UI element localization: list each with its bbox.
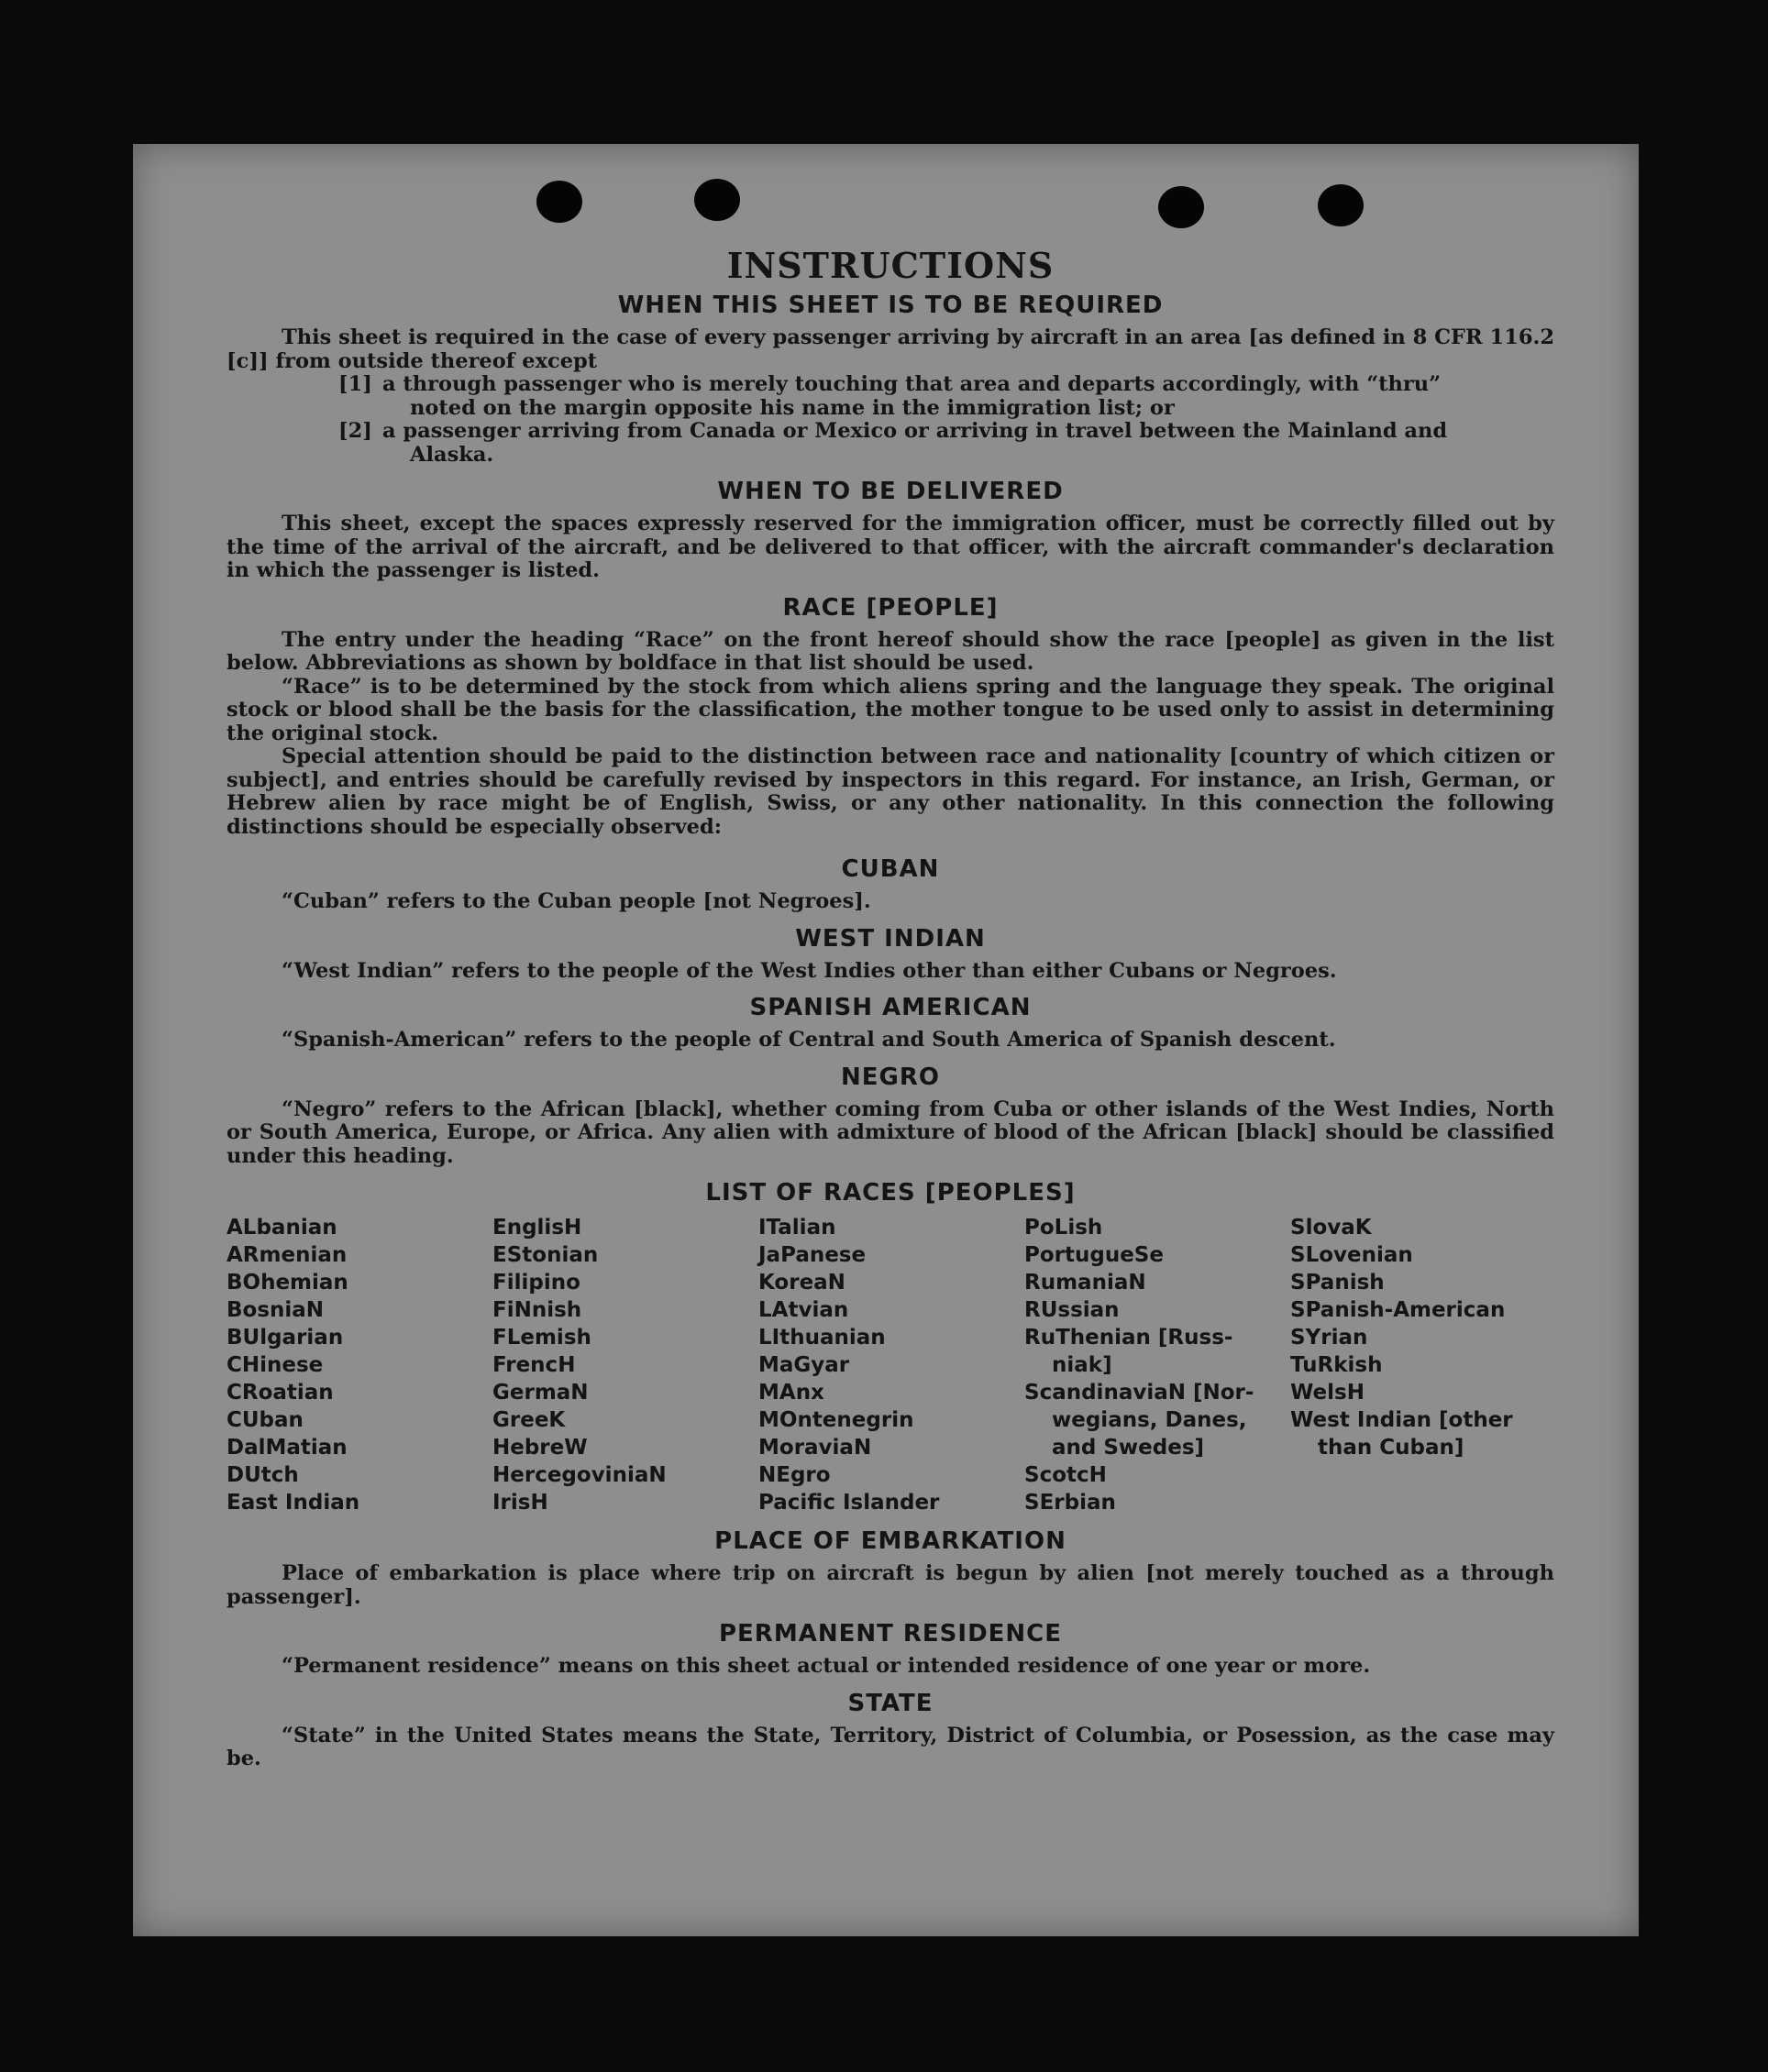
race-entry: West Indian [other bbox=[1290, 1408, 1513, 1432]
race-entry: and Swedes] bbox=[1052, 1436, 1205, 1460]
exception-item bbox=[227, 373, 1554, 420]
races-list bbox=[227, 1214, 1554, 1516]
state-text: “State” in the United States means the State, Territory, District of Columbia, or Posession, as the case may be. bbox=[227, 1723, 1554, 1770]
race-entry: SLovenian bbox=[1290, 1243, 1413, 1267]
race-entry: HebreW bbox=[492, 1436, 588, 1460]
race-entry: BosniaN bbox=[227, 1298, 325, 1322]
west-indian-text: “West Indian” refers to the people of the West Indies other than either Cubans or Negroes. bbox=[282, 958, 1337, 983]
race-entry: ALbanian bbox=[227, 1216, 337, 1240]
exception-text: a through passenger who is merely touching that area and departs accordingly, with “thru” bbox=[382, 372, 1442, 396]
race-entry: KoreaN bbox=[758, 1271, 845, 1295]
race-entry: Pacific Islander bbox=[758, 1491, 940, 1515]
document-sheet bbox=[133, 144, 1639, 1936]
race-entry: RuThenian [Russ- bbox=[1024, 1326, 1233, 1350]
race-entry: NEgro bbox=[758, 1463, 831, 1487]
embarkation-text: Place of embarkation is place where trip on aircraft is begun by alien [not merely touched as a through passenger]. bbox=[227, 1561, 1554, 1609]
heading-cuban: CUBAN bbox=[841, 855, 940, 883]
race-entry: East Indian bbox=[227, 1491, 360, 1515]
race-entry: LAtvian bbox=[758, 1298, 849, 1322]
when-required-intro: This sheet is required in the case of every passenger arriving by aircraft in an area [as defined in 8 CFR 116.2 [c]] from outside thereof except bbox=[227, 325, 1554, 373]
residence-text: “Permanent residence” means on this sheet actual or intended residence of one year or more. bbox=[282, 1654, 1371, 1678]
race-entry: CRoatian bbox=[227, 1381, 334, 1405]
race-entry: SPanish-American bbox=[1290, 1298, 1506, 1322]
race-entry: PortugueSe bbox=[1024, 1243, 1164, 1267]
heading-list-of-races: LIST OF RACES [PEOPLES] bbox=[705, 1179, 1076, 1207]
race-entry: wegians, Danes, bbox=[1052, 1408, 1247, 1432]
document-title: INSTRUCTIONS bbox=[726, 245, 1055, 286]
race-entry: MoraviaN bbox=[758, 1436, 872, 1460]
heading-race: RACE [PEOPLE] bbox=[782, 593, 999, 622]
race-entry: niak] bbox=[1052, 1353, 1112, 1377]
when-delivered-text: This sheet, except the spaces expressly reserved for the immigration officer, must be correctly filled out by the time of the arrival of the aircraft, and be delivered to that officer, with the aircraft commander's declaration in which the passenger is listed. bbox=[227, 512, 1554, 582]
races-column-5 bbox=[1290, 1214, 1554, 1516]
heading-permanent-residence: PERMANENT RESIDENCE bbox=[718, 1620, 1063, 1648]
race-entry: GermaN bbox=[492, 1381, 589, 1405]
heading-place-of-embarkation: PLACE OF EMBARKATION bbox=[714, 1527, 1066, 1555]
race-entry: FiNnish bbox=[492, 1298, 582, 1322]
race-entry: ITalian bbox=[758, 1216, 836, 1240]
punch-hole-2 bbox=[694, 179, 740, 221]
punch-hole-3 bbox=[1158, 186, 1204, 228]
heading-when-delivered: WHEN TO BE DELIVERED bbox=[717, 478, 1064, 505]
race-entry: BUlgarian bbox=[227, 1326, 344, 1350]
punch-hole-1 bbox=[536, 181, 582, 223]
race-entry: ScandinaviaN [Nor- bbox=[1024, 1381, 1254, 1405]
race-entry: CUban bbox=[227, 1408, 304, 1432]
exception-continuation: noted on the margin opposite his name in the immigration list; or bbox=[410, 395, 1175, 420]
exception-number: [1] bbox=[338, 372, 372, 396]
exception-item bbox=[227, 420, 1554, 467]
heading-west-indian: WEST INDIAN bbox=[795, 924, 986, 953]
races-column-3 bbox=[758, 1214, 1024, 1516]
spanish-american-text: “Spanish-American” refers to the people of Central and South America of Spanish descent. bbox=[282, 1028, 1336, 1052]
race-entry: Filipino bbox=[492, 1271, 580, 1295]
race-entry: SYrian bbox=[1290, 1326, 1368, 1350]
race-entry: RumaniaN bbox=[1024, 1271, 1146, 1295]
race-entry: FrencH bbox=[492, 1353, 576, 1377]
race-entry: than Cuban] bbox=[1318, 1436, 1464, 1460]
cuban-text: “Cuban” refers to the Cuban people [not Negroes]. bbox=[282, 889, 871, 913]
heading-state: STATE bbox=[847, 1689, 934, 1717]
race-paragraph-1: The entry under the heading “Race” on the front hereof should show the race [people] as given in the list below. Abbreviations as shown by boldface in that list should be used. bbox=[227, 627, 1554, 675]
races-column-2 bbox=[492, 1214, 758, 1516]
race-entry: JaPanese bbox=[758, 1243, 867, 1267]
race-entry: IrisH bbox=[492, 1491, 548, 1515]
race-entry: EnglisH bbox=[492, 1216, 582, 1240]
race-entry: HercegoviniaN bbox=[492, 1463, 667, 1487]
race-entry: RUssian bbox=[1024, 1298, 1120, 1322]
race-entry: SErbian bbox=[1024, 1491, 1116, 1515]
race-entry: SPanish bbox=[1290, 1271, 1385, 1295]
exception-number: [2] bbox=[338, 419, 372, 443]
race-entry: CHinese bbox=[227, 1353, 324, 1377]
race-entry: TuRkish bbox=[1290, 1353, 1383, 1377]
race-entry: DalMatian bbox=[227, 1436, 348, 1460]
exception-text: a passenger arriving from Canada or Mexico or arriving in travel between the Mainland and bbox=[382, 419, 1448, 443]
race-entry: ARmenian bbox=[227, 1243, 348, 1267]
document-content bbox=[227, 245, 1554, 1771]
race-entry: MOntenegrin bbox=[758, 1408, 914, 1432]
race-entry: BOhemian bbox=[227, 1271, 348, 1295]
race-entry: SlovaK bbox=[1290, 1216, 1372, 1240]
heading-spanish-american: SPANISH AMERICAN bbox=[749, 994, 1032, 1021]
race-entry: FLemish bbox=[492, 1326, 591, 1350]
race-paragraph-2: “Race” is to be determined by the stock from which aliens spring and the language they speak. The original stock or blood shall be the basis for the classification, the mother tongue to be used only to assist in determining the original stock. bbox=[227, 674, 1554, 745]
race-entry: LIthuanian bbox=[758, 1326, 886, 1350]
negro-text: “Negro” refers to the African [black], whether coming from Cuba or other islands of the West Indies, North or South America, Europe, or Africa. Any alien with admixture of blood of the African [black] should be classified under this heading. bbox=[227, 1097, 1554, 1168]
heading-when-required: WHEN THIS SHEET IS TO BE REQUIRED bbox=[617, 292, 1164, 319]
heading-negro: NEGRO bbox=[841, 1063, 940, 1091]
races-column-4 bbox=[1024, 1214, 1290, 1516]
race-paragraph-3: Special attention should be paid to the distinction between race and nationality [country of which citizen or subject], and entries should be carefully revised by inspectors in this regard. For instance, an Irish, German, or Hebrew alien by race might be of English, Swiss, or any other nationality. In this connection the following distinctions should be especially observed: bbox=[227, 744, 1554, 839]
race-entry: MaGyar bbox=[758, 1353, 850, 1377]
race-entry: DUtch bbox=[227, 1463, 299, 1487]
race-entry: PoLish bbox=[1024, 1216, 1103, 1240]
punch-hole-4 bbox=[1318, 184, 1364, 226]
race-entry: ScotcH bbox=[1024, 1463, 1107, 1487]
race-entry: WelsH bbox=[1290, 1381, 1365, 1405]
race-entry: MAnx bbox=[758, 1381, 824, 1405]
exception-continuation: Alaska. bbox=[410, 442, 494, 467]
race-entry: EStonian bbox=[492, 1243, 599, 1267]
race-entry: GreeK bbox=[492, 1408, 566, 1432]
races-column-1 bbox=[227, 1214, 492, 1516]
